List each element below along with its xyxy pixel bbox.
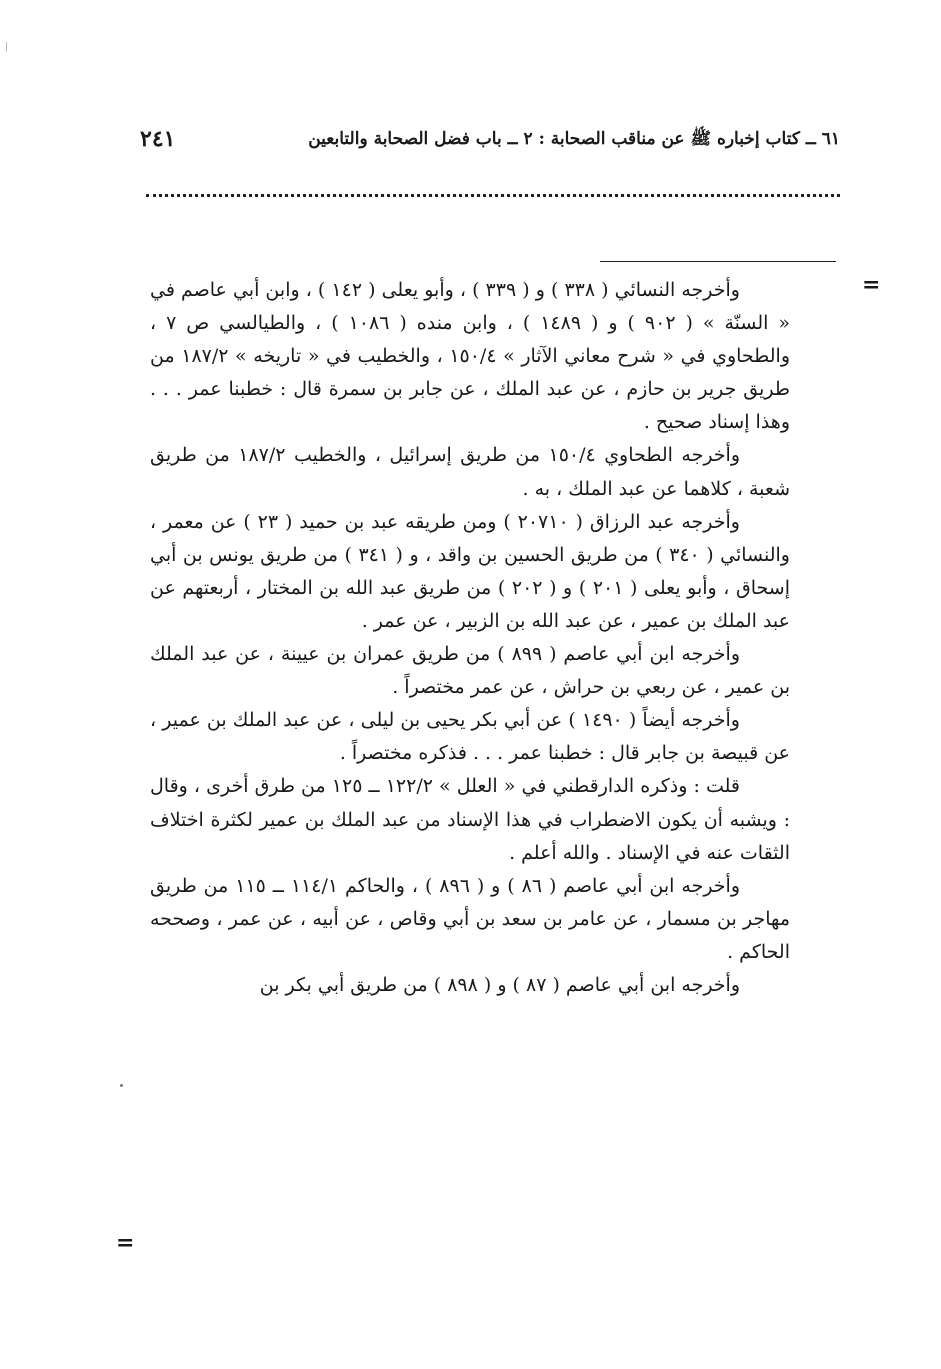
dotted-divider (146, 194, 840, 197)
paragraph: وأخرجه ابن أبي عاصم ( ٨٧ ) و ( ٨٩٨ ) من طريق أبي بكر بن (259, 973, 740, 996)
running-header (140, 126, 840, 156)
footnote-text (150, 274, 790, 1002)
scan-artifact-dot (120, 1084, 123, 1087)
paragraph: وأخرجه الطحاوي ١٥٠/٤ من طريق إسرائيل ، والخطيب ١٨٧/٢ من طريق شعبة ، كلاهما عن عبد الملك ، به . (150, 444, 790, 500)
paragraph: قلت : وذكره الدارقطني في « العلل » ١٢٢/٢ ــ ١٢٥ من طرق أخرى ، وقال : ويشبه أن يكون الاضطراب في هذا الإسناد من عبد الملك بن عمير لكثرة اختلاف الثقات عنه في الإسناد . والله أعلم . (150, 775, 790, 864)
paragraph: وأخرجه ابن أبي عاصم ( ٨٩٩ ) من طريق عمران بن عيينة ، عن عبد الملك بن عمير ، عن ربعي بن حراش ، عن عمر مختصراً . (150, 643, 790, 699)
paragraph: وأخرجه أيضاً ( ١٤٩٠ ) عن أبي بكر يحيى بن ليلى ، عن عبد الملك بن عمير ، عن قبيصة بن جابر قال : خطبنا عمر . . . فذكره مختصراً . (150, 709, 790, 765)
paragraph: وأخرجه النسائي ( ٣٣٨ ) و ( ٣٣٩ ) ، وأبو يعلى ( ١٤٢ ) ، وابن أبي عاصم في « السنّة » ( ٩٠٢ ) و ( ١٤٨٩ ) ، وابن منده ( ١٠٨٦ ) ، والطيالسي ص ٧ ، والطحاوي في « شرح معاني الآثار » ١٥٠/٤ ، والخطيب في « تاريخه » ١٨٧/٢ من طريق جرير بن حازم ، عن عبد الملك ، عن جابر بن سمرة قال : خطبنا عمر . . . وهذا إسناد صحيح . (150, 279, 790, 434)
page-number: ٢٤١ (140, 126, 176, 152)
paragraph: وأخرجه ابن أبي عاصم ( ٨٦ ) و ( ٨٩٦ ) ، والحاكم ١١٤/١ ــ ١١٥ من طريق مهاجر بن مسمار ، عن عامر بن سعد بن أبي وقاص ، عن أبيه ، عن عمر ، وصححه الحاكم . (150, 874, 790, 963)
footnote-separator (600, 261, 836, 262)
running-title: ٦١ ــ كتاب إخباره ﷺ عن مناقب الصحابة : ٢ ــ باب فضل الصحابة والتابعين (308, 129, 840, 149)
continuation-mark-bottom: = (116, 1230, 135, 1256)
scan-artifact (6, 42, 7, 52)
paragraph: وأخرجه عبد الرزاق ( ٢٠٧١٠ ) ومن طريقه عبد بن حميد ( ٢٣ ) عن معمر ، والنسائي ( ٣٤٠ ) من طريق الحسين بن واقد ، و ( ٣٤١ ) من طريق يونس بن أبي إسحاق ، وأبو يعلى ( ٢٠١ ) و ( ٢٠٢ ) من طريق عبد الله بن المختار ، أربعتهم عن عبد الملك بن عمير ، عن عبد الله بن الزبير ، عن عمر . (150, 510, 790, 632)
continuation-mark-top: = (862, 272, 881, 298)
